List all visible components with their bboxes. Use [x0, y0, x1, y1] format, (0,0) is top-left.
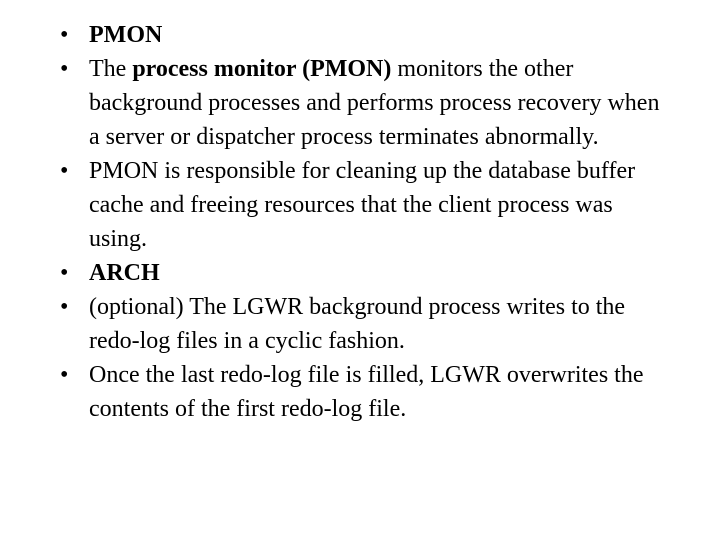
bullet-text: Once the last redo-log file is filled, LGWR overwrites the contents of the first redo-log file. — [89, 362, 644, 422]
bullet-icon: • — [60, 260, 69, 286]
bullet-heading: ARCH — [89, 260, 160, 286]
bullet-item-pmon-description — [60, 52, 660, 154]
bullet-item-lgwr-cyclic — [60, 290, 660, 358]
bullet-list — [60, 18, 660, 426]
bullet-icon: • — [60, 158, 69, 184]
bullet-item-lgwr-overwrite — [60, 358, 660, 426]
bullet-icon: • — [60, 362, 69, 388]
bullet-text: monitors the other background processes and performs process recovery when a server or dispatcher process terminates abnormally. — [89, 56, 660, 150]
bullet-icon: • — [60, 294, 69, 320]
bullet-icon: • — [60, 22, 69, 48]
bullet-emphasis: process monitor (PMON) — [132, 56, 392, 82]
bullet-item-pmon-cleanup — [60, 154, 660, 256]
bullet-icon: • — [60, 56, 69, 82]
bullet-text: (optional) The LGWR background process writes to the redo-log files in a cyclic fashion. — [89, 294, 626, 354]
bullet-item-arch-heading — [60, 256, 660, 290]
bullet-text: PMON is responsible for cleaning up the database buffer cache and freeing resources that the client process was using. — [89, 158, 636, 252]
bullet-item-pmon-heading — [60, 18, 660, 52]
bullet-text: The — [89, 56, 133, 82]
bullet-heading: PMON — [89, 22, 163, 48]
